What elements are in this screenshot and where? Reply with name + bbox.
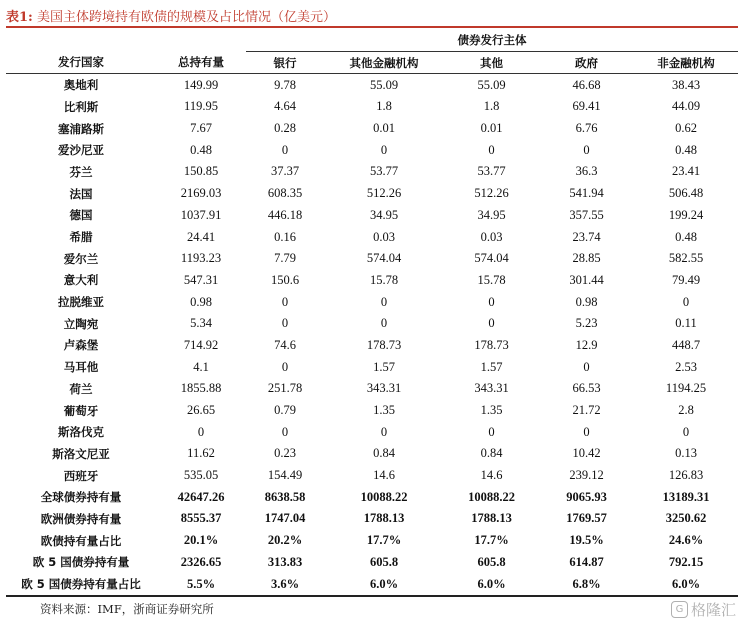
table-cell: 605.8 <box>369 554 399 569</box>
table-cell: 4.64 <box>274 99 296 114</box>
table-cell: 8638.58 <box>264 489 306 504</box>
table-row <box>6 465 738 487</box>
table-cell: 34.95 <box>477 207 506 222</box>
table-row <box>6 443 738 465</box>
table-cell: 582.55 <box>668 251 704 266</box>
table-cell: 149.99 <box>183 77 219 92</box>
table-cell: 150.85 <box>183 164 219 179</box>
table-cell: 15.78 <box>369 272 399 287</box>
table-cell: 14.6 <box>373 468 395 483</box>
table-cell: 13189.31 <box>662 489 710 504</box>
column-header-row <box>6 51 738 74</box>
row-label: 爱尔兰 <box>63 251 99 266</box>
table-cell: 1194.25 <box>665 381 707 396</box>
summary-row <box>6 552 738 574</box>
table-cell: 53.77 <box>477 164 506 179</box>
table-cell: 301.44 <box>569 272 604 287</box>
table-cell: 0.98 <box>575 294 598 309</box>
table-row <box>6 356 738 378</box>
table-cell: 574.04 <box>474 251 509 266</box>
table-cell: 37.37 <box>270 164 300 179</box>
row-label: 爱沙尼亚 <box>58 143 104 158</box>
table-cell: 608.35 <box>267 186 303 201</box>
table-cell: 343.31 <box>474 381 509 396</box>
table-title-prefix: 表1: <box>6 10 33 25</box>
table-row <box>6 421 738 443</box>
row-label: 马耳他 <box>63 360 99 375</box>
row-label: 西班牙 <box>63 468 99 483</box>
table-cell: 0.84 <box>373 446 395 461</box>
table-cell: 79.49 <box>671 272 701 287</box>
table-cell: 19.5% <box>569 533 604 548</box>
table-cell: 199.24 <box>668 207 704 222</box>
table-cell: 0 <box>380 294 388 309</box>
table-cell: 9065.93 <box>566 489 607 504</box>
row-label: 斯洛文尼亚 <box>52 446 110 461</box>
table-cell: 547.31 <box>183 272 219 287</box>
table-cell: 0 <box>583 359 590 374</box>
table-cell: 0 <box>380 424 388 439</box>
table-cell: 0 <box>281 294 289 309</box>
table-cell: 1.35 <box>373 403 395 418</box>
table-row <box>6 139 738 161</box>
table-row <box>6 205 738 227</box>
table-cell: 614.87 <box>569 554 604 569</box>
table-cell: 1747.04 <box>264 511 306 526</box>
title-rule <box>6 26 738 28</box>
watermark-text: 格隆汇 <box>690 601 736 619</box>
table-cell: 1037.91 <box>180 207 222 222</box>
table-cell: 0.28 <box>274 121 296 136</box>
table-cell: 0.48 <box>190 142 212 157</box>
table-cell: 178.73 <box>366 337 402 352</box>
table-cell: 0.01 <box>373 121 395 136</box>
column-header: 非金融机构 <box>634 51 738 74</box>
table-cell: 343.31 <box>366 381 402 396</box>
table-cell: 574.04 <box>366 251 402 266</box>
column-header: 总持有量 <box>156 51 246 74</box>
table-cell: 66.53 <box>572 381 601 396</box>
table-cell: 12.9 <box>575 337 598 352</box>
table-cell: 714.92 <box>183 337 219 352</box>
table-cell: 119.95 <box>184 99 218 114</box>
table-cell: 10088.22 <box>468 489 515 504</box>
table-cell: 2.53 <box>675 359 697 374</box>
table-cell: 357.55 <box>569 207 604 222</box>
table-row <box>6 183 738 205</box>
row-label: 拉脱维亚 <box>58 295 104 310</box>
table-cell: 0 <box>197 424 205 439</box>
column-header: 其他金融机构 <box>324 51 444 74</box>
row-label: 意大利 <box>63 273 99 288</box>
table-cell: 5.34 <box>190 316 212 331</box>
table-cell: 251.78 <box>267 381 303 396</box>
table-cell: 0.62 <box>675 121 697 136</box>
table-row <box>6 378 738 400</box>
row-label: 荷兰 <box>69 381 93 396</box>
table-title-text: 美国主体跨境持有欧债的规模及占比情况（亿美元） <box>37 10 337 25</box>
table-cell: 2169.03 <box>180 186 222 201</box>
table-cell: 0.16 <box>274 229 296 244</box>
table-cell: 6.0% <box>634 573 738 596</box>
row-label: 立陶宛 <box>63 316 99 331</box>
table-cell: 6.76 <box>575 121 598 136</box>
table-cell: 535.05 <box>183 468 219 483</box>
table-cell: 239.12 <box>569 468 604 483</box>
group-header-spacer <box>6 29 156 51</box>
table-cell: 21.72 <box>572 403 601 418</box>
table-cell: 23.74 <box>572 229 601 244</box>
table-cell: 0 <box>682 294 690 309</box>
table-cell: 6.0% <box>324 573 444 596</box>
table-row <box>6 96 738 118</box>
table-cell: 1.8 <box>376 99 392 114</box>
summary-row <box>6 486 738 508</box>
table-cell: 44.09 <box>671 99 701 114</box>
table-cell: 0 <box>682 424 690 439</box>
row-label: 欧洲债券持有量 <box>40 511 122 526</box>
table-cell: 38.43 <box>671 77 701 92</box>
table-cell: 1788.13 <box>363 511 405 526</box>
table-cell: 541.94 <box>569 186 604 201</box>
table-cell: 448.7 <box>671 337 701 352</box>
row-label: 卢森堡 <box>63 338 99 353</box>
table-cell: 512.26 <box>366 186 402 201</box>
summary-row <box>6 573 738 596</box>
table-cell: 0.48 <box>675 142 697 157</box>
row-label: 芬兰 <box>69 164 93 179</box>
table-row <box>6 270 738 292</box>
table-cell: 55.09 <box>369 77 399 92</box>
table-cell: 53.77 <box>369 164 399 179</box>
table-cell: 1.57 <box>373 359 395 374</box>
table-row <box>6 161 738 183</box>
table-cell: 2326.65 <box>180 554 222 569</box>
table-cell: 0 <box>281 316 289 331</box>
table-cell: 20.1% <box>183 533 219 548</box>
table-cell: 605.8 <box>477 554 506 569</box>
table-cell: 34.95 <box>369 207 399 222</box>
table-cell: 8555.37 <box>180 511 222 526</box>
row-label: 斯洛伐克 <box>58 425 104 440</box>
table-cell: 0 <box>488 424 495 439</box>
table-cell: 0.84 <box>480 446 503 461</box>
table-cell: 17.7% <box>474 533 509 548</box>
table-cell: 178.73 <box>474 337 509 352</box>
table-cell: 0 <box>281 142 289 157</box>
table-cell: 154.49 <box>267 468 303 483</box>
table-cell: 0 <box>380 316 388 331</box>
source-note: 资料来源：IMF，浙商证券研究所 <box>40 602 214 616</box>
column-header: 政府 <box>539 51 634 74</box>
table-cell: 3.6% <box>246 573 324 596</box>
watermark <box>671 599 736 620</box>
table-cell: 36.3 <box>575 164 598 179</box>
group-header-row <box>6 29 738 51</box>
table-body <box>6 74 738 596</box>
table-cell: 126.83 <box>668 468 704 483</box>
table-cell: 5.5% <box>156 573 246 596</box>
table-cell: 0.01 <box>480 121 503 136</box>
table-cell: 14.6 <box>480 468 503 483</box>
column-header: 其他 <box>444 51 539 74</box>
table-cell: 10088.22 <box>360 489 408 504</box>
table-row <box>6 291 738 313</box>
table-cell: 506.48 <box>668 186 704 201</box>
table-cell: 55.09 <box>477 77 506 92</box>
table-cell: 0.98 <box>190 294 212 309</box>
table-cell: 313.83 <box>267 554 303 569</box>
table-cell: 0.79 <box>274 403 296 418</box>
column-header: 发行国家 <box>6 51 156 74</box>
table-row <box>6 335 738 357</box>
group-header-spacer <box>156 29 246 51</box>
table-cell: 0.03 <box>373 229 395 244</box>
row-label: 欧债持有量占比 <box>40 533 122 548</box>
table-cell: 7.67 <box>190 121 212 136</box>
table-cell: 1788.13 <box>471 511 512 526</box>
table-cell: 0 <box>281 359 289 374</box>
table-row <box>6 226 738 248</box>
table-cell: 0.03 <box>480 229 503 244</box>
table-cell: 6.8% <box>539 573 634 596</box>
table-cell: 10.42 <box>572 446 601 461</box>
table-cell: 0 <box>488 316 495 331</box>
table-title <box>6 6 336 25</box>
table-cell: 792.15 <box>668 554 704 569</box>
summary-row <box>6 530 738 552</box>
row-label: 全球债券持有量 <box>40 490 122 505</box>
row-label: 欧 5 国债券持有量占比 <box>6 573 156 596</box>
table-cell: 0.23 <box>274 446 296 461</box>
table-cell: 0.48 <box>675 229 697 244</box>
table-row <box>6 74 738 96</box>
row-label: 欧 5 国债券持有量 <box>32 555 130 570</box>
table-cell: 26.65 <box>186 403 216 418</box>
table-cell: 23.41 <box>671 164 701 179</box>
table-row <box>6 313 738 335</box>
table-row <box>6 248 738 270</box>
row-label: 塞浦路斯 <box>58 121 104 136</box>
table-cell: 42647.26 <box>177 489 225 504</box>
table-cell: 1.35 <box>480 403 503 418</box>
group-header-label: 债券发行主体 <box>246 29 738 51</box>
table-cell: 0.13 <box>675 446 697 461</box>
table-cell: 6.0% <box>444 573 539 596</box>
table-cell: 3250.62 <box>665 511 707 526</box>
table-row <box>6 400 738 422</box>
table-cell: 0 <box>488 294 495 309</box>
table-cell: 0 <box>583 142 590 157</box>
table-cell: 0 <box>583 424 590 439</box>
table-cell: 15.78 <box>477 272 506 287</box>
row-label: 奥地利 <box>63 78 99 93</box>
row-label: 法国 <box>69 186 93 201</box>
table-cell: 28.85 <box>572 251 601 266</box>
table-cell: 0 <box>281 424 289 439</box>
row-label: 葡萄牙 <box>63 403 99 418</box>
table-cell: 1.8 <box>483 99 500 114</box>
column-header: 银行 <box>246 51 324 74</box>
table-cell: 5.23 <box>575 316 598 331</box>
table-cell: 17.7% <box>366 533 402 548</box>
table-cell: 1769.57 <box>566 511 607 526</box>
table-cell: 24.6% <box>668 533 704 548</box>
table-row <box>6 118 738 140</box>
table-cell: 11.62 <box>187 446 215 461</box>
row-label: 德国 <box>69 208 93 223</box>
table-cell: 150.6 <box>270 272 300 287</box>
table-cell: 2.8 <box>678 403 694 418</box>
table-cell: 1193.23 <box>180 251 222 266</box>
table-cell: 4.1 <box>193 359 209 374</box>
table-cell: 0 <box>380 142 388 157</box>
row-label: 希腊 <box>69 230 93 245</box>
table-cell: 24.41 <box>186 229 216 244</box>
table-cell: 512.26 <box>474 186 509 201</box>
table-cell: 46.68 <box>572 77 601 92</box>
table-cell: 0.11 <box>675 316 697 331</box>
watermark-logo-icon: G <box>671 601 688 618</box>
table-cell: 7.79 <box>274 251 296 266</box>
table-cell: 74.6 <box>274 337 296 352</box>
table-cell: 0 <box>488 142 495 157</box>
table-cell: 9.78 <box>274 77 296 92</box>
holdings-table <box>6 29 738 597</box>
summary-row <box>6 508 738 530</box>
table-cell: 446.18 <box>267 207 303 222</box>
table-cell: 1.57 <box>480 359 503 374</box>
table-cell: 1855.88 <box>180 381 222 396</box>
table-cell: 69.41 <box>572 99 601 114</box>
row-label: 比利斯 <box>63 99 99 114</box>
table-cell: 20.2% <box>267 533 303 548</box>
